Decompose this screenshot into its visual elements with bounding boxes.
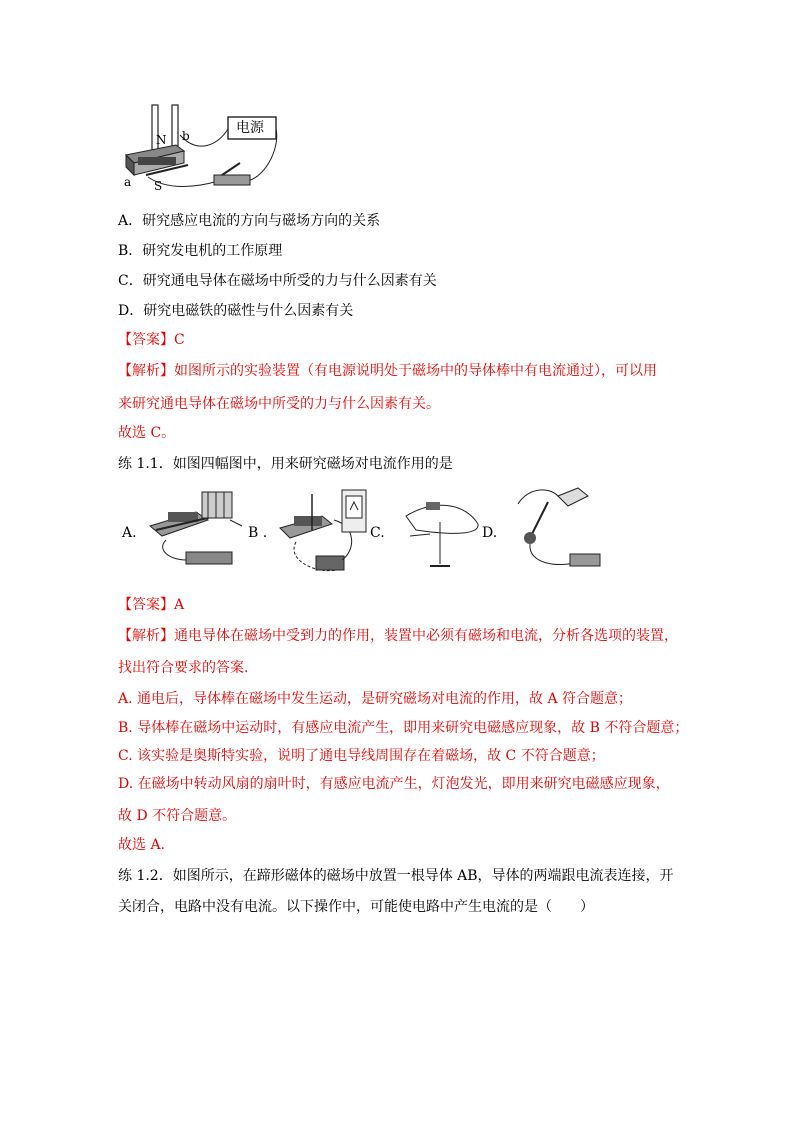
answer-tag: 【答案】 <box>118 597 174 613</box>
figure-d-drawing <box>508 484 608 579</box>
q1-analysis-line1 <box>118 362 657 380</box>
q1-option-c: C．研究通电导体在磁场中所受的力与什么因素有关 <box>118 273 437 289</box>
q1-conclusion: 故选 C。 <box>118 425 176 441</box>
analysis-tag: 【解析】 <box>118 628 174 644</box>
q2-analysis-line2: 找出符合要求的答案. <box>118 660 249 676</box>
q2-stem: 练 1.1．如图四幅图中，用来研究磁场对电流作用的是 <box>118 456 453 472</box>
figure-a-label: A. <box>122 525 137 541</box>
analysis-tag: 【解析】 <box>118 363 174 379</box>
power-source-label: 电源 <box>236 120 264 136</box>
q2-option-d-cont: 故 D 不符合题意。 <box>118 808 237 824</box>
figure-d-label: D. <box>482 525 498 541</box>
q3-stem-line1: 练 1.2．如图所示，在蹄形磁体的磁场中放置一根导体 AB，导体的两端跟电流表连接，开 <box>118 868 674 884</box>
q2-answer <box>118 596 184 614</box>
top-experiment-figure <box>118 105 283 195</box>
q2-figures-row <box>118 486 608 581</box>
pole-n-label: N <box>156 133 167 147</box>
q2-conclusion: 故选 A. <box>118 837 166 853</box>
q2-option-d: D. 在磁场中转动风扇的扇叶时，有感应电流产生，灯泡发光，即用来研究电磁感应现象， <box>118 776 670 792</box>
q2-option-b: B. 导体棒在磁场中运动时，有感应电流产生，即用来研究电磁感应现象，故 B 不符合题意； <box>118 720 689 736</box>
q2-option-c: C. 该实验是奥斯特实验，说明了通电导线周围存在着磁场，故 C 不符合题意； <box>118 748 605 764</box>
answer-value: A <box>174 597 185 613</box>
q1-answer <box>118 331 185 349</box>
q1-option-d: D．研究电磁铁的磁性与什么因素有关 <box>118 303 354 319</box>
answer-tag: 【答案】 <box>118 332 174 348</box>
figure-d-left-drawing <box>396 494 486 584</box>
terminal-b-label: b <box>182 129 190 143</box>
terminal-a-label: a <box>124 175 132 189</box>
figure-c-drawing <box>340 488 370 538</box>
figure-a-drawing <box>146 486 246 576</box>
answer-value: C <box>174 332 185 348</box>
analysis-text: 如图所示的实验装置（有电源说明处于磁场中的导体棒中有电流通过），可以用 <box>174 363 657 379</box>
figure-c-label: C. <box>370 525 385 541</box>
q1-analysis-line2: 来研究通电导体在磁场中所受的力与什么因素有关。 <box>118 396 440 412</box>
figure-b-label: B . <box>248 525 268 541</box>
pole-s-label: S <box>154 179 163 193</box>
q2-option-a: A. 通电后，导体棒在磁场中发生运动，是研究磁场对电流的作用，故 A 符合题意； <box>118 691 633 707</box>
q1-option-b: B．研究发电机的工作原理 <box>118 243 283 259</box>
q3-stem-line2: 关闭合，电路中没有电流。以下操作中，可能使电路中产生电流的是（ ） <box>118 899 594 915</box>
analysis-text: 通电导体在磁场中受到力的作用，装置中必须有磁场和电流，分析各选项的装置， <box>174 628 678 644</box>
q1-option-a: A．研究感应电流的方向与磁场方向的关系 <box>118 213 381 229</box>
q2-analysis-line1 <box>118 627 678 645</box>
